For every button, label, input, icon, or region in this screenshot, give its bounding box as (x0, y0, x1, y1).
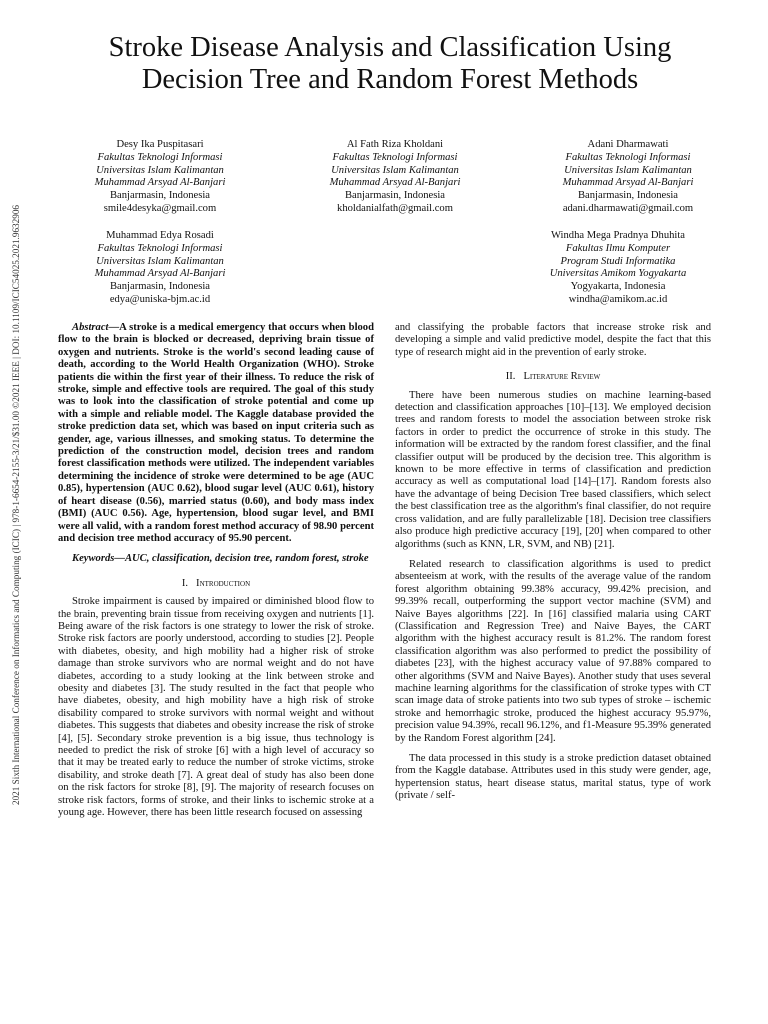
author-name: Muhammad Edya Rosadi (106, 230, 214, 241)
author-city: Banjarmasin, Indonesia (109, 190, 211, 202)
paragraph: The data processed in this study is a stroke prediction dataset obtained from the Kaggle database. Attributes used in this study were gender, age, hypertension status, heart disease status, marital status, type of work (private / self- (395, 753, 711, 802)
author-name: Al Fath Riza Kholdani (346, 139, 444, 150)
title-line-1: Stroke Disease Analysis and Classification Using (108, 32, 672, 63)
section-number: II. (505, 371, 516, 383)
section-heading-literature-review (395, 371, 711, 383)
author-city: Yogyakarta, Indonesia (570, 281, 666, 293)
author-affiliation: Fakultas Teknologi Informasi (97, 242, 223, 254)
section-number: I. (181, 577, 189, 589)
author-affiliation: Universitas Islam Kalimantan (96, 255, 224, 267)
paragraph: There have been numerous studies on machine learning-based detection and classification approaches [10]–[13]. We employed decision trees and random forests to model the association between stroke risk factors in order to predict the occurrence of stroke in this study. The information will be extracted by the random forest classifier, and the final classifier output will be produced by the decision tree. This algorithm is known to be more effective in terms of classification and prediction accuracy as well as computational load [14]–[17]. Random forests also have the advantage of being Decision Tree based classifiers, which select the best classification tree as the algorithm's final classifier, do not require cross validation, and are fully parallelizable [18]. Decision tree classifiers also produce high predictive accuracy [19], [20] when compared to other algorithms (such as KNN, LR, SVM, and NB) [21]. (395, 389, 711, 550)
author-affiliation: Muhammad Arsyad Al-Banjari (94, 177, 226, 189)
author-affiliation: Muhammad Arsyad Al-Banjari (329, 177, 461, 189)
section-name: Literature Review (523, 371, 601, 383)
author-block (50, 230, 270, 307)
author-email[interactable]: kholdanialfath@gmail.com (337, 202, 453, 214)
author-city: Banjarmasin, Indonesia (344, 190, 446, 202)
author-name: Adani Dharmawati (587, 139, 669, 150)
paragraph: Related research to classification algorithms is used to predict absenteeism at work, with the results of the average value of the random forest algorithm obtaining 99.38% accuracy, 99.42% precision, and 99.39% recall, outperforming the support vector machine (SVM) and Naive Bayes algorithms [22]. In [16] classified malaria using CART (Classification and Regression Tree) and Naive Bayes, the CART algorithm with the highest accuracy result is 81.2%. The random forest classification algorithm was also performed to predict the possibility of diabetes [23], with the highest accuracy value of 97.88% compared to other algorithms (SVM and Naive Bayes). Another study that uses several machine learning algorithms for the classification of stroke types with CT scan image data of stroke patients into two sub types of stroke – ischemic stroke and hemorrhagic stroke, produced the highest accuracy 95.97%, precision value 94.39%, recall 96.12%, and f1-Measure 95.39% generated by the Random Forest algorithm [24]. (395, 558, 711, 744)
title-line-2: Decision Tree and Random Forest Methods (141, 64, 639, 95)
author-affiliation: Universitas Islam Kalimantan (331, 164, 459, 176)
author-block (50, 139, 270, 216)
author-block (285, 139, 505, 216)
conference-sidebar (8, 180, 24, 830)
section-name: Introduction (196, 577, 251, 589)
author-block (518, 139, 738, 216)
abstract-label: Abstract (72, 322, 109, 333)
author-affiliation: Muhammad Arsyad Al-Banjari (562, 177, 694, 189)
section-heading-introduction (58, 578, 374, 590)
abstract-text: —A stroke is a medical emergency that occurs when blood flow to the brain is blocked or decreased, depriving brain tissue of oxygen and nutrients. Stroke is the world's second leading cause of death, according to the World Health Organization (WHO). Stroke patients die within the first year of their illness. To reduce the risk of stroke, simple and effective tools are required. The goal of this study was to look into the classification of stroke potential and come up with a simple and reliable model. The Kaggle database provided the stroke prediction data set, which was based on input criteria such as gender, age, various illnesses, and smoking status. To determine the prediction of the construction model, decision trees and random forest classification methods were utilized. The independent variables determining the incidence of stroke were determined to be age (AUC 0.85), hypertension (AUC 0.62), blood sugar level (AUC 0.61), history of heart disease (0.56), married status (0.60), and body mass index (BMI) (AUC 0.56). Age, hypertension, blood sugar level, and BMI were all valid, with a random forest method accuracy of 98.90 percent and decision tree method accuracy of 95.90 percent. (58, 322, 374, 544)
keywords: Keywords—AUC, classification, decision tree, random forest, stroke (72, 553, 369, 565)
author-affiliation: Muhammad Arsyad Al-Banjari (94, 268, 226, 280)
author-email[interactable]: smile4desyka@gmail.com (103, 202, 217, 214)
author-affiliation: Program Studi Informatika (560, 255, 676, 267)
author-email[interactable]: edya@uniska-bjm.ac.id (109, 293, 211, 305)
author-affiliation: Universitas Islam Kalimantan (564, 164, 692, 176)
author-name: Windha Mega Pradnya Dhuhita (550, 230, 686, 241)
left-column (58, 322, 374, 819)
author-affiliation: Fakultas Teknologi Informasi (97, 151, 223, 163)
author-city: Banjarmasin, Indonesia (109, 281, 211, 293)
paper-title (40, 32, 740, 96)
author-name: Desy Ika Puspitasari (116, 139, 204, 150)
author-city: Banjarmasin, Indonesia (577, 190, 679, 202)
author-email[interactable]: adani.dharmawati@gmail.com (562, 202, 694, 214)
author-affiliation: Universitas Amikom Yogyakarta (549, 268, 687, 280)
author-block (508, 230, 728, 307)
paragraph: and classifying the probable factors that increase stroke risk and developing a simple and valid predictive model, despite the fact that this type of research might aid in the prevention of early stroke. (395, 322, 711, 358)
right-column (395, 322, 711, 803)
author-affiliation: Universitas Islam Kalimantan (96, 164, 224, 176)
author-affiliation: Fakultas Teknologi Informasi (565, 151, 691, 163)
conference-doi-note: 2021 Sixth International Conference on Informatics and Computing (ICIC) | 978-1-6654-2155-3/21/$31.00 ©2021 IEEE | DOI: 10.1109/ICIC54025.2021.9632906 (11, 204, 21, 806)
author-affiliation: Fakultas Ilmu Komputer (565, 242, 671, 254)
author-affiliation: Fakultas Teknologi Informasi (332, 151, 458, 163)
author-email[interactable]: windha@amikom.ac.id (568, 293, 668, 305)
abstract (58, 322, 374, 545)
paragraph: Stroke impairment is caused by impaired or diminished blood flow to the brain, preventing brain tissue from receiving oxygen and nutrients [1]. Being aware of the risk factors is one strategy to lower the risk of stroke. Stroke risk factors are poorly understood, according to studies [2]. People with diabetes, obesity, and high mobility had a higher risk of stroke damage than stroke survivors who are normal weight and do not have diabetes, according to a study looking at the link between stroke and obesity and diabetes [3]. The study resulted in the fact that people who have diabetes, obesity, and high mobility have a high risk of stroke disability compared to stroke survivors with normal weight and without diabetes. This suggests that diabetes and obesity increase the risk of stroke [4], [5]. Secondary stroke prevention is a big issue, thus technology is needed to predict the risk of stroke [6] with a high level of accuracy so that it may be treated early to reduce the number of stroke victims, stroke disability, and stroke death [7]. A great deal of study has also been done on the risk factors for stroke [8], [9]. The majority of research focuses on stroke risk factors, forms of stroke, and their links to ischemic stroke at a young age. However, there has been little research focused on assessing (58, 596, 374, 819)
